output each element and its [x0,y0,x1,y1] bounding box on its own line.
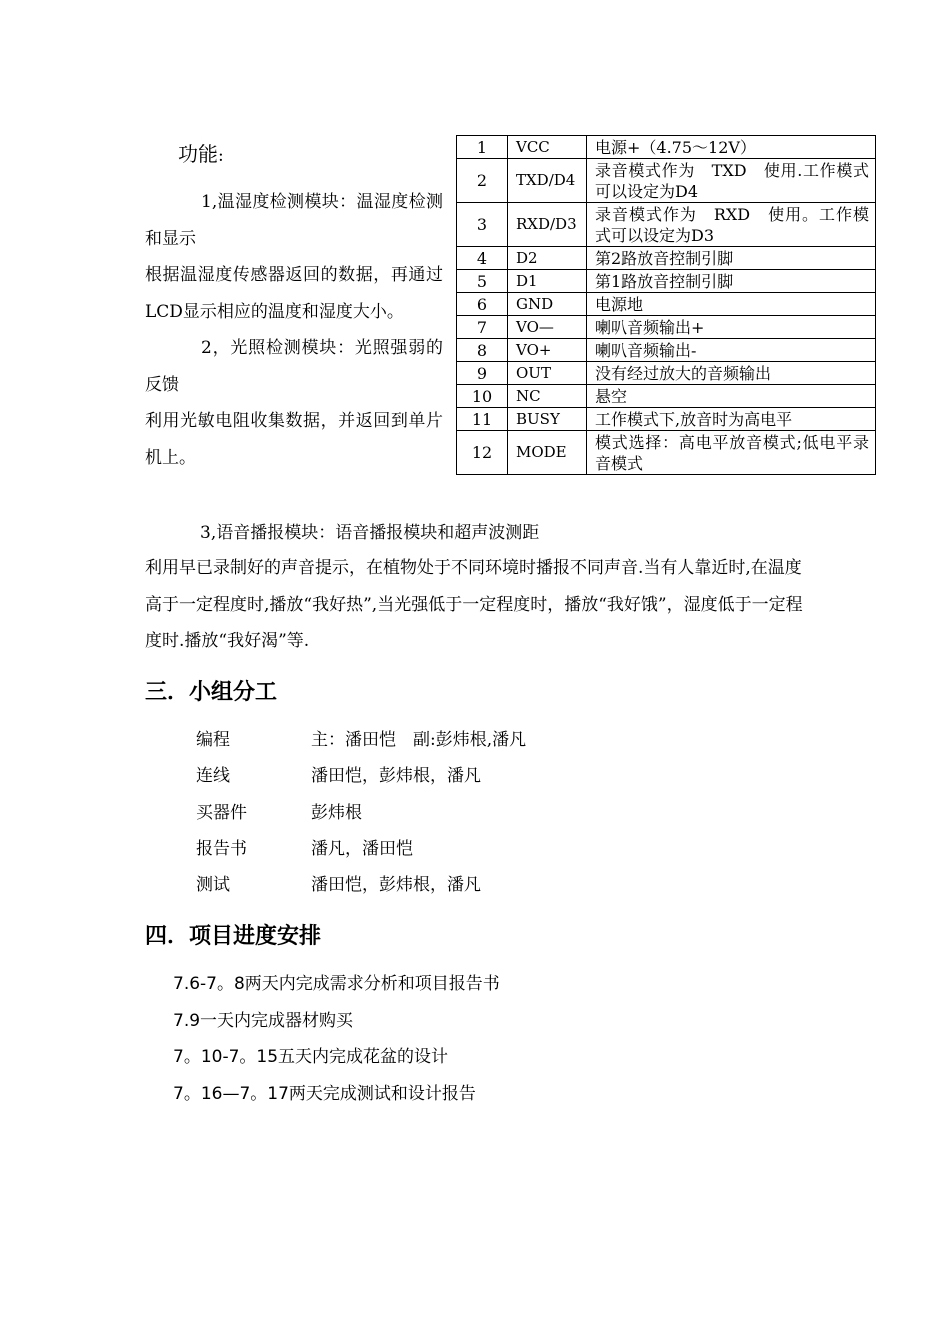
pin-name: VO+ [508,339,587,362]
pin-description: 悬空 [587,385,876,408]
functions-title-text: 功能 [178,142,218,166]
pin-name: VCC [508,136,587,159]
pin-description: 没有经过放大的音频输出 [587,362,876,385]
pin-description: 电源地 [587,293,876,316]
pin-name: RXD/D3 [508,203,587,247]
pin-name: GND [508,293,587,316]
team-role: 连线 [196,766,230,787]
item3-body: 利用早已录制好的声音提示，在植物处于不同环境时播报不同声音.当有人靠近时,在温度高于一定程度时,播放“我好热”,当光强低于一定程度时，播放“我好饿”，湿度低于一定程度时.播放“我好渴”等. [145,558,803,651]
table-row [457,339,876,362]
table-row [457,362,876,385]
table-row [457,293,876,316]
team-members: 主：潘田恺 副:彭炜根,潘凡 [311,730,527,750]
team-list [196,722,526,903]
team-heading: 三．小组分工 [145,680,278,705]
pin-number: 3 [457,203,508,247]
pin-description: 第2路放音控制引脚 [587,247,876,270]
pin-number: 8 [457,339,508,362]
team-members: 彭炜根 [311,802,362,823]
list-item: 7.9一天内完成器材购买 [173,1010,354,1031]
team-role: 测试 [196,875,230,896]
pin-description: 喇叭音频输出+ [587,316,876,339]
list-item [196,758,526,794]
pin-name: TXD/D4 [508,159,587,203]
functions-left-column [145,184,443,476]
pin-description: 喇叭音频输出- [587,339,876,362]
team-role: 报告书 [196,838,247,859]
table-row [457,270,876,293]
table-row [457,159,876,203]
list-item [196,867,526,903]
item3-heading: 3,语音播报模块：语音播报模块和超声波测距 [200,523,540,543]
pin-number: 11 [457,408,508,431]
item1-body: 根据温湿度传感器返回的数据，再通过LCD显示相应的温度和湿度大小。 [145,265,443,322]
pin-name: VO— [508,316,587,339]
table-row [457,136,876,159]
list-item: 7。16—7。17两天完成测试和设计报告 [173,1083,476,1104]
pin-number: 6 [457,293,508,316]
list-item: 7.6-7。8两天内完成需求分析和项目报告书 [173,974,500,994]
team-members: 潘凡，潘田恺 [311,838,413,859]
list-item [196,831,526,867]
pin-name: BUSY [508,408,587,431]
pin-description: 第1路放音控制引脚 [587,270,876,293]
pin-description: 工作模式下,放音时为高电平 [587,408,876,431]
item1-heading: 1,温湿度检测模块：温湿度检测和显示 [145,192,443,249]
pin-number: 2 [457,159,508,203]
pin-number: 12 [457,431,508,475]
table-row [457,316,876,339]
functions-title-colon: : [218,146,224,166]
pin-name: NC [508,385,587,408]
pin-number: 10 [457,385,508,408]
pin-description: 录音模式作为 TXD 使用.工作模式可以设定为D4 [587,159,876,203]
list-item: 7。10-7。15五天内完成花盆的设计 [173,1047,449,1067]
functions-title [178,138,224,167]
item2-body: 利用光敏电阻收集数据，并返回到单片机上。 [145,411,443,468]
pin-description: 电源+（4.75～12V） [587,136,876,159]
schedule-list [173,966,500,1112]
pin-name: MODE [508,431,587,475]
table-row [457,203,876,247]
pin-name: D1 [508,270,587,293]
schedule-heading: 四．项目进度安排 [145,924,322,949]
list-item [196,722,526,758]
pin-number: 4 [457,247,508,270]
pin-number: 5 [457,270,508,293]
pin-name: OUT [508,362,587,385]
pin-number: 7 [457,316,508,339]
team-members: 潘田恺，彭炜根，潘凡 [311,766,481,787]
table-row [457,247,876,270]
table-row [457,431,876,475]
team-role: 买器件 [196,802,247,823]
pin-description: 模式选择：高电平放音模式;低电平录音模式 [587,431,876,475]
team-members: 潘田恺，彭炜根，潘凡 [311,875,481,896]
team-role: 编程 [196,730,230,750]
pin-number: 1 [457,136,508,159]
table-row [457,385,876,408]
pin-table [456,135,876,475]
table-row [457,408,876,431]
pin-name: D2 [508,247,587,270]
pin-number: 9 [457,362,508,385]
list-item [196,795,526,831]
pin-description: 录音模式作为 RXD 使用。工作模式可以设定为D3 [587,203,876,247]
item2-heading: 2，光照检测模块：光照强弱的反馈 [145,338,443,395]
